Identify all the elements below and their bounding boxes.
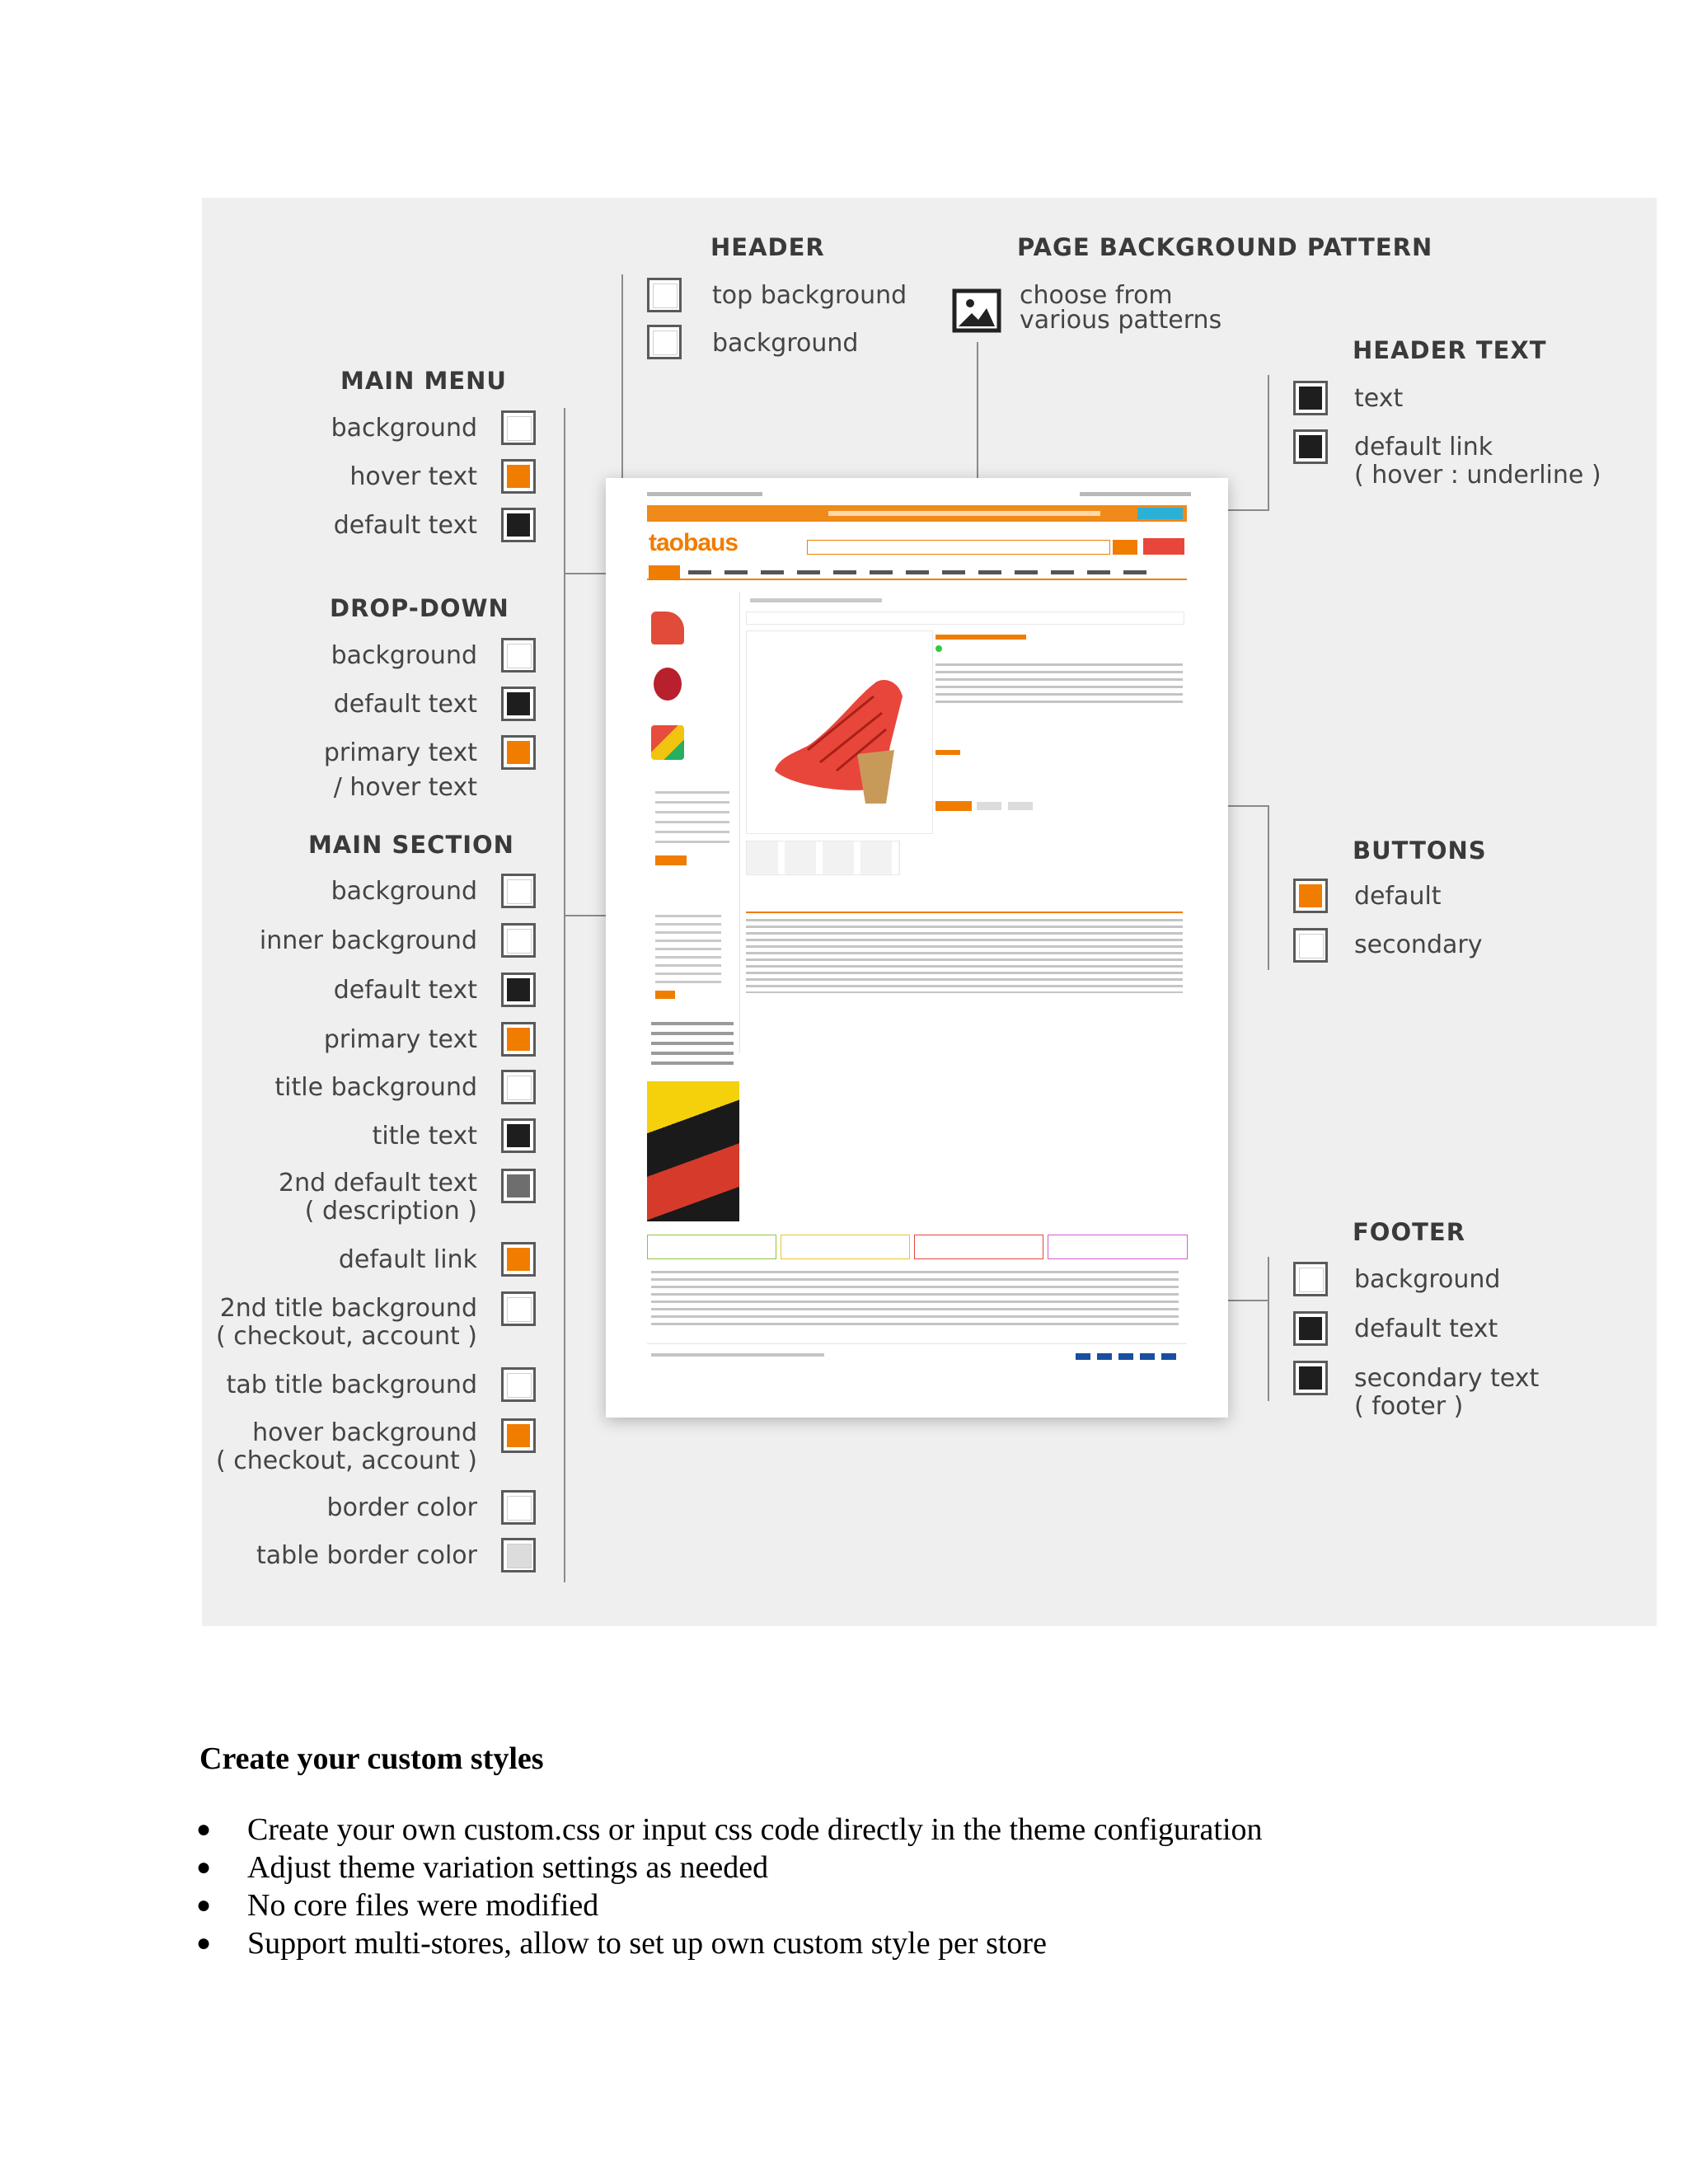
main-section-title-background-label: title background (274, 1073, 477, 1102)
main-section-primary-text-swatch[interactable] (501, 1022, 536, 1057)
main-menu-background-swatch[interactable] (501, 410, 536, 445)
connector-line (977, 342, 978, 499)
main-section-primary-text-label: primary text (323, 1025, 477, 1054)
footer-default-text-swatch[interactable] (1293, 1311, 1328, 1346)
main-menu-active (649, 565, 680, 579)
header-title: HEADER (710, 233, 825, 261)
footer-secondary-text-label: secondary text ( footer ) (1354, 1364, 1540, 1421)
list-item: ● Adjust theme variation settings as needed (196, 1850, 769, 1885)
header-top-background-swatch[interactable] (647, 278, 682, 312)
footer-divider (647, 1343, 1187, 1344)
product-description-lines (935, 663, 1183, 705)
buttons-title: BUTTONS (1353, 837, 1487, 865)
main-section-background-label: background (331, 877, 477, 906)
buttons-default-swatch[interactable] (1293, 879, 1328, 913)
main-section-title-background-swatch[interactable] (501, 1070, 536, 1104)
main-menu-hover-text-swatch[interactable] (501, 459, 536, 494)
main-section-hover-background-swatch[interactable] (501, 1418, 536, 1453)
footer-title: FOOTER (1353, 1218, 1466, 1246)
product-title (935, 635, 1026, 640)
main-section-title: MAIN SECTION (308, 831, 514, 859)
main-menu-title: MAIN MENU (340, 367, 507, 395)
list-item: ● Support multi-stores, allow to set up own custom style per store (196, 1926, 1047, 1961)
main-section-table-border-color-label: table border color (256, 1541, 477, 1570)
cart-button (1143, 538, 1184, 555)
description-text (746, 919, 1183, 993)
buttons-secondary-label: secondary (1354, 930, 1483, 959)
dropdown-primary-text-label: primary text / hover text (323, 738, 477, 802)
main-section-hover-background-label: hover background ( checkout, account ) (216, 1418, 477, 1475)
main-section-2nd-default-text-label: 2nd default text ( description ) (279, 1169, 477, 1226)
footer-background-label: background (1354, 1265, 1501, 1294)
footer-default-text-label: default text (1354, 1315, 1498, 1343)
connector-line (621, 274, 623, 501)
availability-dot (935, 645, 942, 652)
footer-copyright (651, 1353, 824, 1357)
image-icon[interactable] (952, 288, 1001, 333)
related-product-2 (654, 668, 682, 701)
related-product-1 (651, 612, 684, 644)
main-section-border-color-label: border color (326, 1493, 477, 1522)
footer-secondary-text-swatch[interactable] (1293, 1361, 1328, 1395)
header-background-swatch[interactable] (647, 325, 682, 359)
main-section-default-text-swatch[interactable] (501, 972, 536, 1007)
connector-line (1268, 375, 1269, 511)
main-section-inner-background-swatch[interactable] (501, 923, 536, 958)
sidebar-button (655, 855, 687, 865)
dropdown-background-swatch[interactable] (501, 638, 536, 673)
popular-tags (651, 1022, 734, 1071)
top-bar-text (647, 492, 762, 496)
buttons-default-label: default (1354, 882, 1442, 911)
payment-icons (1076, 1353, 1183, 1360)
header-default-link-swatch[interactable] (1293, 429, 1328, 464)
product-info-row (746, 612, 1184, 625)
main-section-inner-background-label: inner background (259, 926, 477, 955)
footer-banner-3 (914, 1235, 1043, 1259)
main-section-table-border-color-swatch[interactable] (501, 1538, 536, 1572)
header-text-title: HEADER TEXT (1353, 336, 1547, 364)
main-menu-default-text-swatch[interactable] (501, 508, 536, 542)
sidebar-poll-button (655, 991, 675, 999)
main-menu-background-label: background (331, 414, 477, 443)
add-to-cart-button (935, 801, 972, 811)
header-text-label: text (1354, 384, 1404, 413)
main-section-default-link-label: default link (338, 1245, 477, 1274)
footer-banner-4 (1048, 1235, 1188, 1259)
sidebar-text-lines (655, 791, 729, 849)
product-shoe-image (758, 647, 919, 812)
dropdown-background-label: background (331, 641, 477, 670)
footer-background-swatch[interactable] (1293, 1262, 1328, 1296)
feature-list (196, 1811, 1263, 1962)
main-menu-default-text-label: default text (333, 511, 477, 540)
list-item: ● No core files were modified (196, 1888, 599, 1923)
related-product-3 (651, 725, 684, 760)
breadcrumb (750, 598, 882, 602)
search-button (1113, 540, 1137, 555)
promo-bar-text (828, 511, 1100, 516)
product-price (935, 750, 960, 755)
section-heading: Create your custom styles (199, 1741, 544, 1776)
header-default-link-label: default link ( hover : underline ) (1354, 433, 1601, 490)
store-logo: taobaus (649, 529, 738, 556)
page-background-title: PAGE BACKGROUND PATTERN (1017, 233, 1433, 261)
main-section-border-color-swatch[interactable] (501, 1490, 536, 1525)
promo-bar-button (1137, 508, 1183, 519)
connector-line (1268, 805, 1269, 970)
main-menu-hover-text-label: hover text (349, 462, 477, 491)
top-bar-links (1080, 492, 1191, 496)
main-section-tab-title-background-label: tab title background (226, 1371, 477, 1399)
header-text-swatch[interactable] (1293, 381, 1328, 415)
main-section-default-text-label: default text (333, 976, 477, 1005)
sidebar-poll-lines (655, 915, 721, 985)
search-box (807, 540, 1110, 555)
dropdown-primary-text-swatch[interactable] (501, 735, 536, 770)
connector-line (564, 408, 565, 1582)
main-section-2nd-default-text-swatch[interactable] (501, 1169, 536, 1203)
main-section-2nd-title-background-swatch[interactable] (501, 1291, 536, 1326)
footer-banner-2 (781, 1235, 910, 1259)
description-tabs (746, 900, 1183, 913)
dropdown-title: DROP-DOWN (330, 594, 509, 622)
dropdown-default-text-label: default text (333, 690, 477, 719)
main-section-background-swatch[interactable] (501, 874, 536, 908)
sidebar-banner-image (647, 1081, 739, 1221)
header-background-label: background (712, 329, 859, 358)
main-section-2nd-title-background-label: 2nd title background ( checkout, account ) (216, 1294, 477, 1351)
secondary-buttons (977, 802, 1034, 810)
footer-columns (651, 1271, 1179, 1329)
main-menu-items (688, 570, 1150, 574)
connector-line (1268, 1257, 1269, 1401)
main-section-tab-title-background-swatch[interactable] (501, 1367, 536, 1402)
buttons-secondary-swatch[interactable] (1293, 928, 1328, 963)
store-page-preview (606, 478, 1228, 1418)
page-background-line1: choose from (1020, 281, 1173, 310)
main-section-title-text-label: title text (372, 1122, 477, 1151)
page-background-line2: various patterns (1020, 306, 1222, 335)
list-item: ● Create your own custom.css or input css code directly in the theme configuration (196, 1812, 1263, 1847)
main-section-title-text-swatch[interactable] (501, 1118, 536, 1153)
footer-banner-1 (647, 1235, 776, 1259)
product-thumbnails (746, 841, 900, 875)
header-top-background-label: top background (712, 281, 907, 310)
dropdown-default-text-swatch[interactable] (501, 687, 536, 721)
main-section-default-link-swatch[interactable] (501, 1242, 536, 1277)
